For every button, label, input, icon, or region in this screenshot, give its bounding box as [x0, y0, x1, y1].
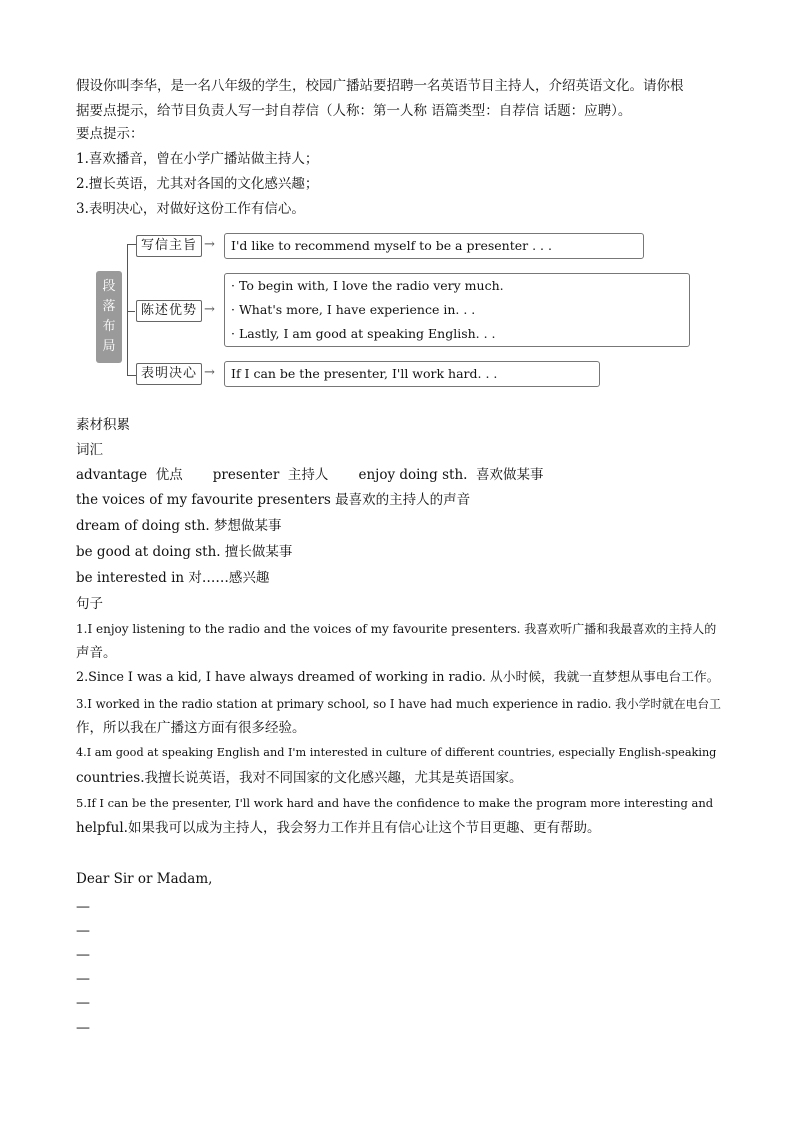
- writing-blank-line[interactable]: —: [76, 923, 90, 939]
- side-label-char-4: 局: [102, 339, 116, 354]
- sentence-5-line-1: 5.If I can be the presenter, I'll work hard and have the confidence to make the program more interesting and: [76, 796, 714, 810]
- content-line: · Lastly, I am good at speaking English. . .: [231, 326, 496, 341]
- vocab-line-3: dream of doing sth. 梦想做某事: [76, 518, 282, 534]
- content-line: · What's more, I have experience in. . .: [231, 302, 476, 317]
- arrow-icon: →: [204, 237, 215, 252]
- section-content-determination: [224, 361, 600, 387]
- sentences-heading: 句子: [76, 596, 103, 612]
- writing-blank-line[interactable]: —: [76, 995, 90, 1011]
- sentence-3-line-2: 作，所以我在广播这方面有很多经验。: [76, 720, 306, 736]
- tip-item-1: 1.喜欢播音，曾在小学广播站做主持人；: [76, 151, 319, 167]
- writing-blank-line[interactable]: —: [76, 971, 90, 987]
- writing-blank-line[interactable]: —: [76, 899, 90, 915]
- section-label-purpose: 写信主旨: [136, 235, 202, 257]
- side-label-char-3: 布: [102, 319, 116, 334]
- content-line: If I can be the presenter, I'll work hard. . .: [231, 366, 498, 381]
- vocab-line-2: the voices of my favourite presenters 最喜欢的主持人的声音: [76, 492, 471, 508]
- layout-bracket-middle: [127, 311, 135, 312]
- side-label-char-2: 落: [102, 299, 116, 314]
- sentence-4-line-2: countries.我擅长说英语，我对不同国家的文化感兴趣，尤其是英语国家。: [76, 770, 523, 786]
- letter-salutation: Dear Sir or Madam,: [76, 871, 213, 887]
- sentence-1-line-2: 声音。: [76, 645, 117, 661]
- content-line: · To begin with, I love the radio very much.: [231, 278, 504, 293]
- tip-item-2: 2.擅长英语，尤其对各国的文化感兴趣；: [76, 176, 319, 192]
- layout-side-label: [96, 271, 122, 363]
- writing-blank-line[interactable]: —: [76, 947, 90, 963]
- task-intro-line-1: 假设你叫李华，是一名八年级的学生，校园广播站要招聘一名英语节目主持人，介绍英语文化。请你根: [76, 78, 684, 94]
- tips-heading: 要点提示：: [76, 126, 144, 142]
- side-label-char-1: 段: [102, 279, 116, 294]
- arrow-icon: →: [204, 365, 215, 380]
- paragraph-layout-diagram: [96, 232, 696, 392]
- task-intro-line-2: 据要点提示，给节目负责人写一封自荐信（人称：第一人称 语篇类型：自荐信 话题：应聘）。: [76, 103, 632, 119]
- layout-bracket: [127, 244, 136, 376]
- vocab-line-4: be good at doing sth. 擅长做某事: [76, 544, 293, 560]
- content-line: I'd like to recommend myself to be a presenter . . .: [231, 238, 552, 253]
- tip-item-3: 3.表明决心，对做好这份工作有信心。: [76, 201, 305, 217]
- vocab-line-1: advantage 优点 presenter 主持人 enjoy doing sth. 喜欢做某事: [76, 467, 544, 483]
- writing-blank-line[interactable]: —: [76, 1020, 90, 1036]
- arrow-icon: →: [204, 302, 215, 317]
- section-content-advantages: [224, 273, 690, 347]
- section-content-purpose: [224, 233, 644, 259]
- section-label-determination: 表明决心: [136, 363, 202, 385]
- section-label-advantages: 陈述优势: [136, 300, 202, 322]
- sentence-2-line-1: 2.Since I was a kid, I have always dreamed of working in radio. 从小时候，我就一直梦想从事电台工作。: [76, 670, 720, 685]
- vocab-heading: 词汇: [76, 442, 103, 458]
- sentence-5-line-2: helpful.如果我可以成为主持人，我会努力工作并且有信心让这个节目更趣、更有帮助。: [76, 820, 601, 836]
- sentence-4-line-1: 4.I am good at speaking English and I'm interested in culture of different countries, especially English-speaking: [76, 746, 717, 759]
- materials-heading: 素材积累: [76, 417, 130, 433]
- sentence-3-line-1: 3.I worked in the radio station at primary school, so I have had much experience in radio. 我小学时就在电台工: [76, 697, 721, 711]
- vocab-line-5: be interested in 对……感兴趣: [76, 570, 270, 586]
- sentence-1-line-1: 1.I enjoy listening to the radio and the voices of my favourite presenters. 我喜欢听广播和我最喜欢的主持人的: [76, 622, 717, 636]
